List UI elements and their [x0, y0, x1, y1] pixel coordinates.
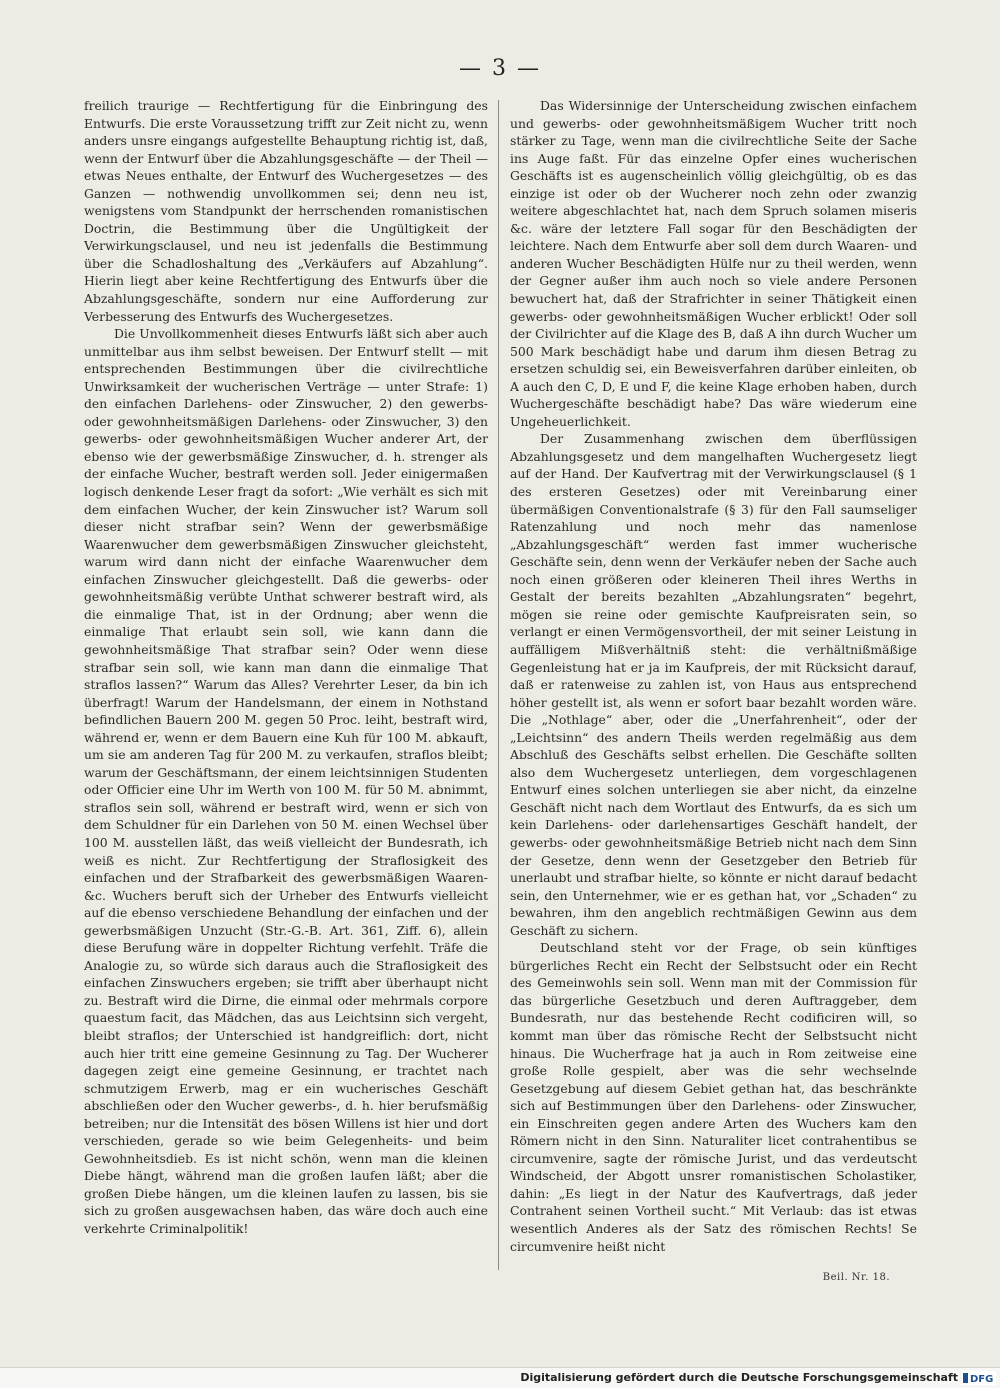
left-column [84, 97, 488, 1238]
column-divider [498, 100, 499, 1270]
funding-note: Digitalisierung gefördert durch die Deutsche Forschungsgemeinschaft [520, 1371, 958, 1384]
supplement-signature: Beil. Nr. 18. [822, 1272, 890, 1283]
footer-bar [0, 1367, 1000, 1388]
right-paragraph: Deutschland steht vor der Frage, ob sein künftiges bürgerliches Recht ein Recht der Selbstsucht oder ein Recht des Gemeinwohls sein soll. Wenn man mit der Commission für das bürgerliche Gesetzbuch und deren Auftraggeber, dem Bundesrath, nur das bestehende Recht codificiren will, so kommt man über das römische Recht der Selbstsucht nicht hinaus. Die Wucherfrage hat ja auch in Rom zeitweise eine große Rolle gespielt, aber was die sehr wechselnde Gesetzgebung auf diesem Gebiet gethan hat, das beschränkte sich auf Bestimmungen über den Darlehens- oder Zinswucher, ein Einschreiten gegen andere Arten des Wuchers kam den Römern nicht in den Sinn. Naturaliter licet contrahentibus se circumvenire, sagte der römische Jurist, und das verdeutscht Windscheid, der Abgott unsrer romanistischen Scholastiker, dahin: „Es liegt in der Natur des Kaufvertrags, daß jeder Contrahent seinen Vortheil sucht.“ Mit Verlaub: das ist etwas wesentlich Anderes als der Satz des römischen Rechts! Se circumvenire heißt nicht [510, 940, 917, 1254]
dfg-logo-icon [962, 1371, 996, 1385]
right-paragraph: Das Widersinnige der Unterscheidung zwischen einfachem und gewerbs- oder gewohnheitsmäßigem Wucher tritt noch stärker zu Tage, wenn man die civilrechtliche Seite der Sache ins Auge faßt. Für das einzelne Opfer eines wucherischen Geschäfts ist es augenscheinlich völlig gleichgültig, ob es das einzige ist oder ob der Wucherer noch zehn oder zwanzig weitere abgeschlachtet hat, nach dem Spruch solamen miseris &c. wäre der letztere Fall sogar für den Beschädigten der leichtere. Nach dem Entwurfe aber soll dem durch Waaren- und anderen Wucher Beschädigten Hülfe nur zu theil werden, wenn der Gegner außer ihm auch noch so viele andere Personen bewuchert hat, daß der Strafrichter in seiner Thätigkeit einen gewerbs- oder gewohnheitsmäßigen Wucher erblickt! Oder soll der Civilrichter auf die Klage des B, daß A ihn durch Wucher um 500 Mark beschädigt habe und darum ihm diesen Betrag zu ersetzen schuldig sei, ein Beweisverfahren darüber einleiten, ob A auch den C, D, E und F, die keine Klage erhoben haben, durch Wuchergeschäfte beschädigt habe? Das wäre wiederum eine Ungeheuerlichkeit. [510, 98, 917, 429]
left-paragraph: freilich traurige — Rechtfertigung für die Einbringung des Entwurfs. Die erste Voraussetzung trifft zur Zeit nicht zu, wenn anders unsre eingangs aufgestellte Behauptung richtig ist, daß, wenn der Entwurf über die Abzahlungsgeschäfte — der Theil — etwas Neues enthalte, der Entwurf des Wuchergesetzes — des Ganzen — nothwendig unvollkommen sei; denn neu ist, wenigstens vom Standpunkt der herrschenden romanistischen Doctrin, die Bestimmung über die Ungültigkeit der Verwirkungsclausel, und neu ist jedenfalls die Bestimmung über die Schadloshaltung des „Verkäufers auf Abzahlung“. Hierin liegt aber keine Rechtfertigung des Entwurfs über die Abzahlungsgeschäfte, sondern nur eine Aufforderung zur Verbesserung des Entwurfs des Wuchergesetzes. [84, 98, 488, 324]
right-paragraph: Der Zusammenhang zwischen dem überflüssigen Abzahlungsgesetz und dem mangelhaften Wuchergesetz liegt auf der Hand. Der Kaufvertrag mit der Verwirkungsclausel (§ 1 des ersteren Gesetzes) oder mit Vereinbarung einer übermäßigen Conventionalstrafe (§ 3) für den Fall saumseliger Ratenzahlung und noch mehr das namenlose „Abzahlungsgeschäft“ werden fast immer wucherische Geschäfte sein, denn wenn der Verkäufer neben der Sache auch noch einen größeren oder kleineren Theil ihres Werths in Gestalt der bereits bezahlten „Abzahlungsraten“ begehrt, mögen sie reine oder gemischte Kaufpreisraten sein, so verlangt er einen Vermögensvortheil, der mit seiner Leistung in auffälligem Mißverhältniß steht: die verhältnißmäßige Gegenleistung hat er ja im Kaufpreis, der mit Rücksicht darauf, daß er ratenweise zu zahlen ist, von Haus aus entsprechend höher gestellt ist, als wenn er sofort baar bezahlt worden wäre. Die „Nothlage“ aber, oder die „Unerfahrenheit“, oder der „Leichtsinn“ des andern Theils werden regelmäßig aus dem Abschluß des Geschäfts selbst erhellen. Die Geschäfte sollten also dem Wuchergesetz unterliegen, dem vorgeschlagenen Entwurf eines solchen unterliegen sie aber nicht, da einzelne Geschäft nicht nach dem Wortlaut des Entwurfs, da es sich um kein Darlehens- oder darlehensartiges Geschäft handelt, der gewerbs- oder gewohnheitsmäßige Betrieb nicht nach dem Sinn der Gesetze, denn wenn der Gesetzgeber den Betrieb für unerlaubt und strafbar hielte, so könnte er nicht darauf bedacht sein, den Unternehmer, wie er es gethan hat, vor „Schaden“ zu bewahren, ihm den angeblich rechtmäßigen Gewinn aus dem Geschäft zu sichern. [510, 431, 917, 938]
svg-text:DFG: DFG [970, 1374, 994, 1385]
left-paragraph: Die Unvollkommenheit dieses Entwurfs läßt sich aber auch unmittelbar aus ihm selbst beweisen. Der Entwurf stellt — mit entsprechenden Bestimmungen über die civilrechtliche Unwirksamkeit der wucherischen Verträge — unter Strafe: 1) den einfachen Darlehens- oder Zinswucher, 2) den gewerbs- oder gewohnheitsmäßigen Darlehens- oder Zinswucher, 3) den gewerbs- oder gewohnheitsmäßigen Wucher anderer Art, der ebenso wie der gewerbsmäßige Zinswucher, d. h. strenger als der einfache Wucher, bestraft werden soll. Jeder einigermaßen logisch denkende Leser fragt da sofort: „Wie verhält es sich mit dem einfachen Wucher, der kein Zinswucher ist? Warum soll dieser nicht strafbar sein? Wenn der gewerbsmäßige Waarenwucher dem gewerbsmäßigen Zinswucher gleichsteht, warum wird dann nicht der einfache Waarenwucher dem einfachen Zinswucher gleichgestellt. Daß die gewerbs- oder gewohnheitsmäßig verübte Unthat schwerer bestraft wird, als die einmalige That, ist in der Ordnung; aber wenn die einmalige That erlaubt sein soll, wie kann dann die gewohnheitsmäßige That strafbar sein? Oder wenn diese strafbar sein soll, wie kann man dann die einmalige That straflos lassen?“ Warum das Alles? Verehrter Leser, da bin ich überfragt! Warum der Handelsmann, der einem in Nothstand befindlichen Bauern 200 M. gegen 50 Proc. leiht, bestraft wird, während er, wenn er dem Bauern eine Kuh für 100 M. abkauft, um sie am anderen Tag für 200 M. zu verkaufen, straflos bleibt; warum der Geschäftsmann, der einem leichtsinnigen Studenten oder Officier eine Uhr im Werth von 100 M. für 50 M. abnimmt, straflos sein soll, während er bestraft wird, wenn er sich von dem Schuldner für ein Darlehen von 50 M. einen Wechsel über 100 M. ausstellen läßt, das weiß vielleicht der Bundesrath, ich weiß es nicht. Zur Rechtfertigung der Straflosigkeit des einfachen und der Strafbarkeit des gewerbsmäßigen Waaren- &c. Wuchers beruft sich der Urheber des Entwurfs vielleicht auf die ebenso verschiedene Behandlung der einfachen und der gewerbsmäßigen Unzucht (Str.-G.-B. Art. 361, Ziff. 6), allein diese Berufung wäre in doppelter Richtung verfehlt. Träfe die Analogie zu, so würde sich daraus auch die Straflosigkeit des einfachen Zinswuchers ergeben; sie trifft aber überhaupt nicht zu. Bestraft wird die Dirne, die einmal oder mehrmals corpore quaestum facit, das Mädchen, das aus Leichtsinn sich vergeht, bleibt straflos; der Unterschied ist handgreiflich: dort, nicht auch hier tritt eine gemeine Gesinnung zu Tag. Der Wucherer dagegen zeigt eine gemeine Gesinnung, er trachtet nach schmutzigem Erwerb, mag er ein wucherisches Geschäft abschließen oder den Wucher gewerbs-, d. h. hier berufsmäßig betreiben; nur die Intensität des bösen Willens ist hier und dort verschieden, gerade so wie beim Gelegenheits- und beim Gewohnheitsdieb. Es ist nicht schön, wenn man die kleinen Diebe hängt, während man die großen laufen läßt; aber die großen Diebe hängen, um die kleinen laufen zu lassen, bis sie sich zu großen ausgewachsen haben, das wäre doch auch eine verkehrte Criminalpolitik! [84, 326, 488, 1236]
right-column [510, 97, 917, 1255]
page-number: — 3 — [459, 56, 541, 81]
